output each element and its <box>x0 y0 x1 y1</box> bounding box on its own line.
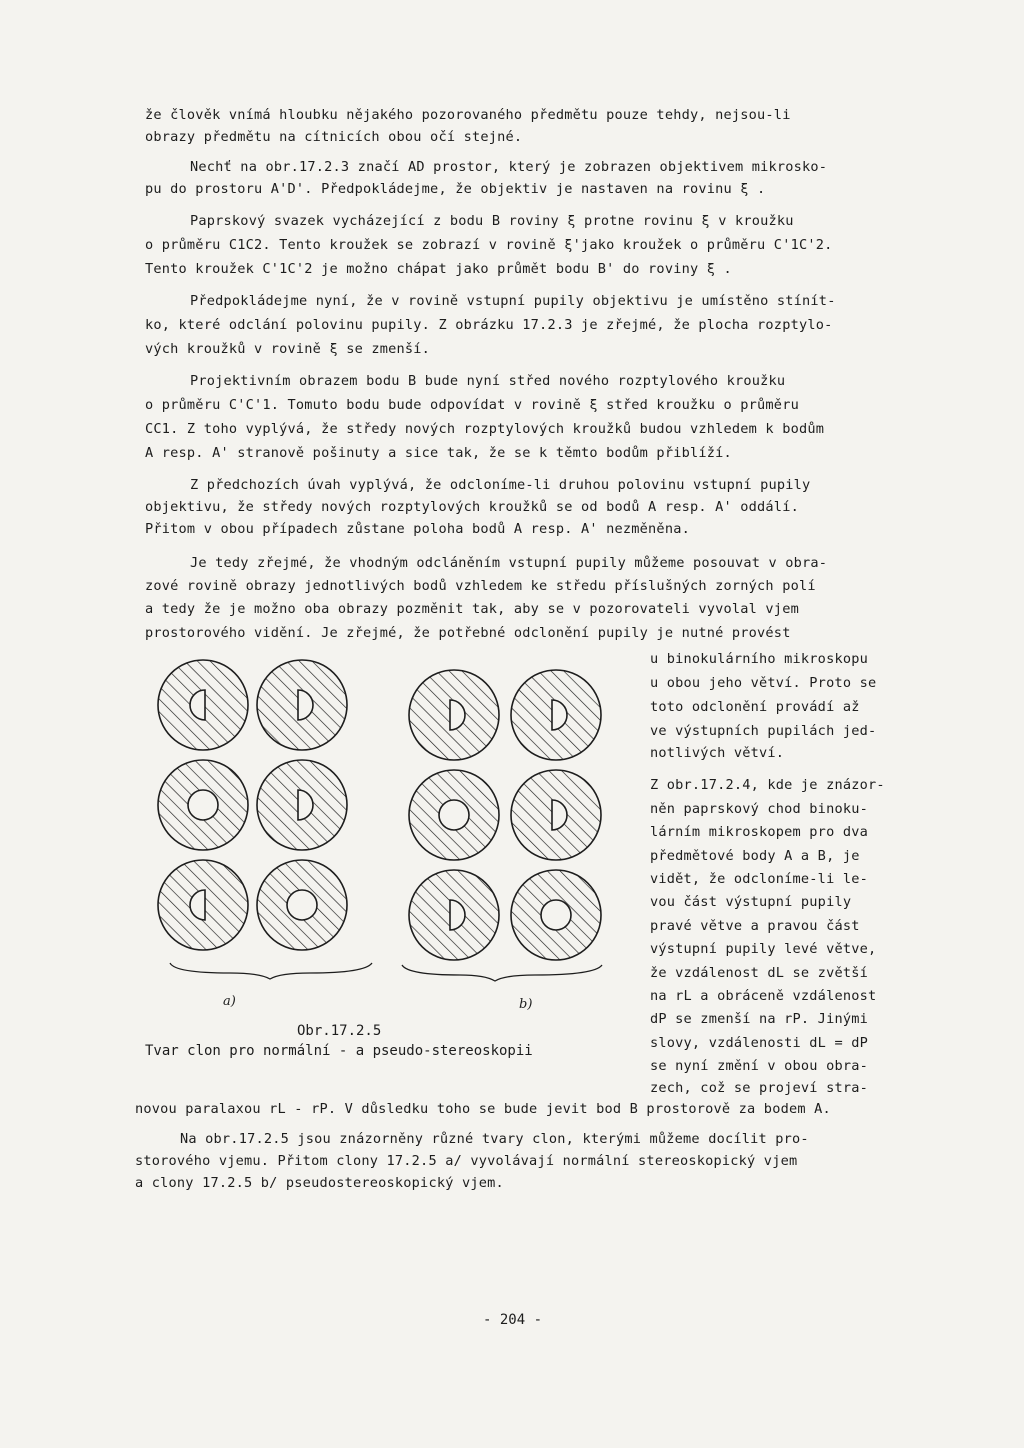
side-text-line: výstupní pupily levé větve, <box>650 941 877 957</box>
page-number: - 204 - <box>483 1312 543 1328</box>
side-text-line: že vzdálenost dL se zvětší <box>650 965 868 981</box>
text-line: zové rovině obrazy jednotlivých bodů vzhledem ke středu příslušných zorných polí <box>145 578 816 594</box>
text-line: Nechť na obr.17.2.3 značí AD prostor, který je zobrazen objektivem mikrosko- <box>190 159 828 175</box>
text-line: novou paralaxou rL - rP. V důsledku toho se bude jevit bod B prostorově za bodem A. <box>135 1101 831 1117</box>
text-line: Paprskový svazek vycházející z bodu B roviny ξ protne rovinu ξ v kroužku <box>190 213 794 229</box>
side-text-line: vou část výstupní pupily <box>650 894 852 910</box>
side-text-line: pravé větve a pravou část <box>650 918 860 934</box>
text-line: A resp. A' stranově pošinuty a sice tak, že se k těmto bodům přiblíží. <box>145 445 732 461</box>
aperture-figure <box>140 655 620 1025</box>
label-a: a) <box>223 994 236 1009</box>
side-text-line: dP se zmenší na rP. Jinými <box>650 1011 868 1027</box>
aperture-opening <box>439 800 469 830</box>
side-text-line: toto odclonění provádí až <box>650 699 860 715</box>
side-text-line: u binokulárního mikroskopu <box>650 651 868 667</box>
text-line: Tento kroužek C'1C'2 je možno chápat jako průmět bodu B' do roviny ξ . <box>145 261 732 277</box>
text-line: Z předchozích úvah vyplývá, že odcloníme-li druhou polovinu vstupní pupily <box>190 477 811 493</box>
side-text-line: slovy, vzdálenosti dL = dP <box>650 1035 868 1051</box>
text-line: o průměru C'C'1. Tomuto bodu bude odpovídat v rovině ξ střed kroužku o průměru <box>145 397 799 413</box>
side-text-line: se nyní změní v obou obra- <box>650 1058 868 1074</box>
text-line: obrazy předmětu na cítnicích obou očí stejné. <box>145 129 523 145</box>
side-text-line: Z obr.17.2.4, kde je znázor- <box>650 777 885 793</box>
text-line: storového vjemu. Přitom clony 17.2.5 a/ vyvolávají normální stereoskopický vjem <box>135 1153 798 1169</box>
aperture-opening <box>188 790 218 820</box>
text-line: a tedy že je možno oba obrazy pozměnit tak, aby se v pozorovateli vyvolal vjem <box>145 601 799 617</box>
side-text-line: notlivých větví. <box>650 745 785 761</box>
side-text-line: na rL a obráceně vzdálenost <box>650 988 877 1004</box>
side-text-line: zech, což se projeví stra- <box>650 1080 868 1096</box>
text-line: o průměru C1C2. Tento kroužek se zobrazí v rovině ξ'jako kroužek o průměru C'1C'2. <box>145 237 833 253</box>
text-line: pu do prostoru A'D'. Předpokládejme, že objektiv je nastaven na rovinu ξ . <box>145 181 766 197</box>
text-line: Projektivním obrazem bodu B bude nyní střed nového rozptylového kroužku <box>190 373 786 389</box>
text-line: objektivu, že středy nových rozptylových kroužků se od bodů A resp. A' oddálí. <box>145 499 799 515</box>
side-text-line: u obou jeho větví. Proto se <box>650 675 877 691</box>
text-line: prostorového vidění. Je zřejmé, že potřebné odclonění pupily je nutné provést <box>145 625 791 641</box>
text-line: Přitom v obou případech zůstane poloha bodů A resp. A' nezměněna. <box>145 521 690 537</box>
side-text-line: lárním mikroskopem pro dva <box>650 824 868 840</box>
text-line: Na obr.17.2.5 jsou znázorněny různé tvary clon, kterými můžeme docílit pro- <box>180 1131 809 1147</box>
text-line: Je tedy zřejmé, že vhodným odcláněním vstupní pupily můžeme posouvat v obra- <box>190 555 828 571</box>
text-line: Předpokládejme nyní, že v rovině vstupní pupily objektivu je umístěno stínít- <box>190 293 836 309</box>
label-b: b) <box>519 997 533 1012</box>
text-line: že člověk vnímá hloubku nějakého pozorovaného předmětu pouze tehdy, nejsou-li <box>145 107 791 123</box>
aperture-opening <box>541 900 571 930</box>
text-line: a clony 17.2.5 b/ pseudostereoskopický vjem. <box>135 1175 504 1191</box>
side-text-line: předmětové body A a B, je <box>650 848 860 864</box>
figure-caption: Tvar clon pro normální - a pseudo-stereoskopii <box>145 1043 533 1059</box>
side-text-line: vidět, že odcloníme-li le- <box>650 871 868 887</box>
side-text-line: něn paprskový chod binoku- <box>650 801 868 817</box>
text-line: vých kroužků v rovině ξ se zmenší. <box>145 341 431 357</box>
brace-a <box>170 963 372 979</box>
brace-b <box>402 965 602 981</box>
aperture-opening <box>287 890 317 920</box>
text-line: CC1. Z toho vyplývá, že středy nových rozptylových kroužků budou vzhledem k bodům <box>145 421 825 437</box>
figure-number: Obr.17.2.5 <box>297 1023 382 1039</box>
text-line: ko, které odclání polovinu pupily. Z obrázku 17.2.3 je zřejmé, že plocha rozptylo- <box>145 317 833 333</box>
side-text-line: ve výstupních pupilách jed- <box>650 723 877 739</box>
